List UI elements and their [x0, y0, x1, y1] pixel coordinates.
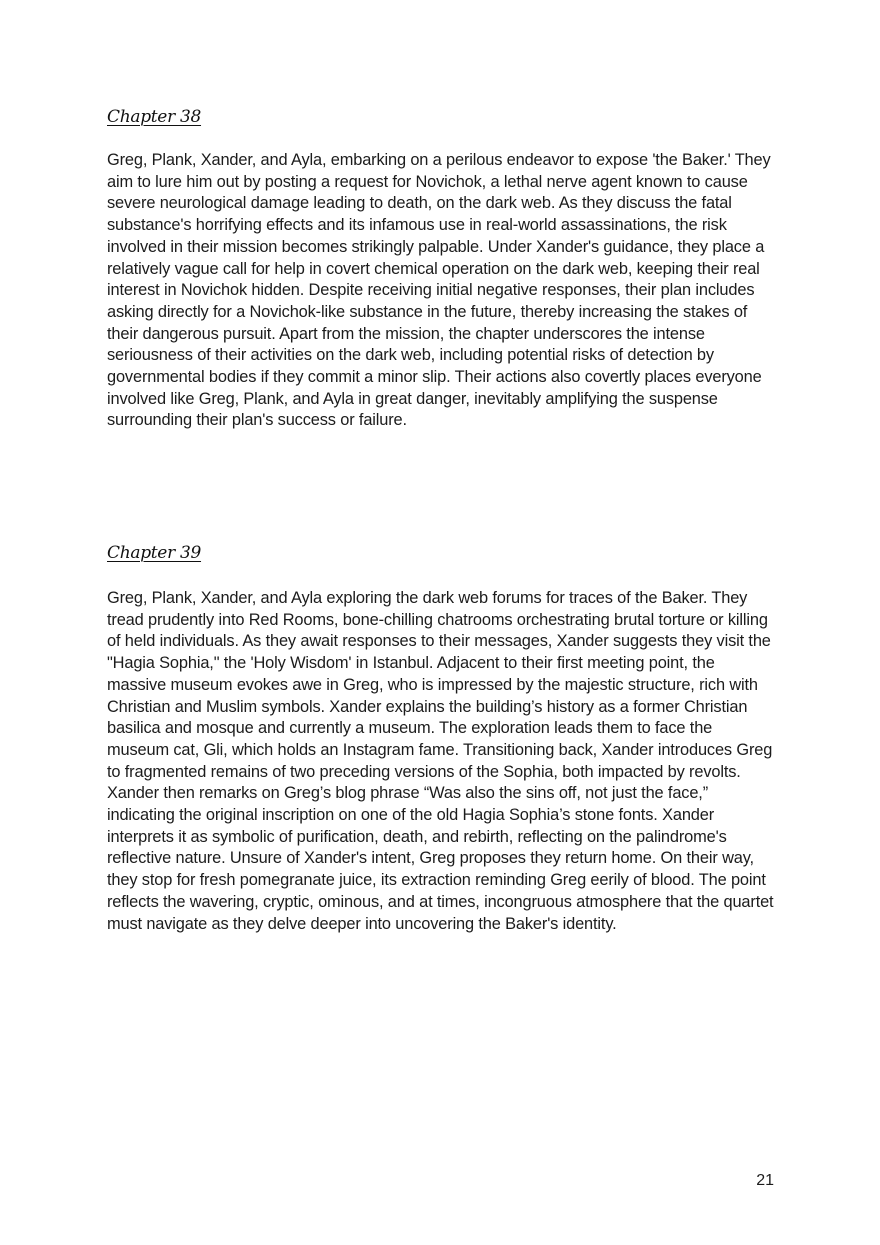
page-number: 21: [756, 1172, 774, 1189]
chapter-39-summary: Greg, Plank, Xander, and Ayla exploring the dark web forums for traces of the Baker. They tread prudently into Red Rooms, bone-chilling chatrooms orchestrating brutal torture or killing of held individuals. As they await responses to their messages, Xander suggests they visit the "Hagia Sophia," the 'Holy Wisdom' in Istanbul. Adjacent to their first meeting point, the massive museum evokes awe in Greg, who is impressed by the majestic structure, rich with Christian and Muslim symbols. Xander explains the building’s history as a former Christian basilica and mosque and currently a museum. The exploration leads them to face the museum cat, Gli, which holds an Instagram fame. Transitioning back, Xander introduces Greg to fragmented remains of two preceding versions of the Sophia, both impacted by revolts. Xander then remarks on Greg’s blog phrase “Was also the sins off, not just the face,” indicating the original inscription on one of the old Hagia Sophia’s stone fonts. Xander interprets it as symbolic of purification, death, and rebirth, reflecting on the palindrome's reflective nature. Unsure of Xander's intent, Greg proposes they return home. On their way, they stop for fresh pomegranate juice, its extraction reminding Greg eerily of blood. The point reflects the wavering, cryptic, ominous, and at times, incongruous atmosphere that the quartet must navigate as they delve deeper into uncovering the Baker's identity.: [107, 589, 774, 933]
chapter-38-heading: Chapter 38: [107, 107, 202, 127]
chapter-39-heading: Chapter 39: [107, 543, 202, 563]
chapter-38-summary: Greg, Plank, Xander, and Ayla, embarking on a perilous endeavor to expose 'the Baker.' They aim to lure him out by posting a request for Novichok, a lethal nerve agent known to cause severe neurological damage leading to death, on the dark web. As they discuss the fatal substance's horrifying effects and its infamous use in real-world assassinations, the risk involved in their mission becomes strikingly palpable. Under Xander's guidance, they place a relatively vague call for help in covert chemical operation on the dark web, keeping their real interest in Novichok hidden. Despite receiving initial negative responses, their plan includes asking directly for a Novichok-like substance in the future, thereby increasing the stakes of their dangerous pursuit. Apart from the mission, the chapter underscores the intense seriousness of their activities on the dark web, including potential risks of detection by governmental bodies if they commit a minor slip. Their actions also covertly places everyone involved like Greg, Plank, and Ayla in great danger, inevitably amplifying the suspense surrounding their plan's success or failure.: [107, 151, 771, 430]
